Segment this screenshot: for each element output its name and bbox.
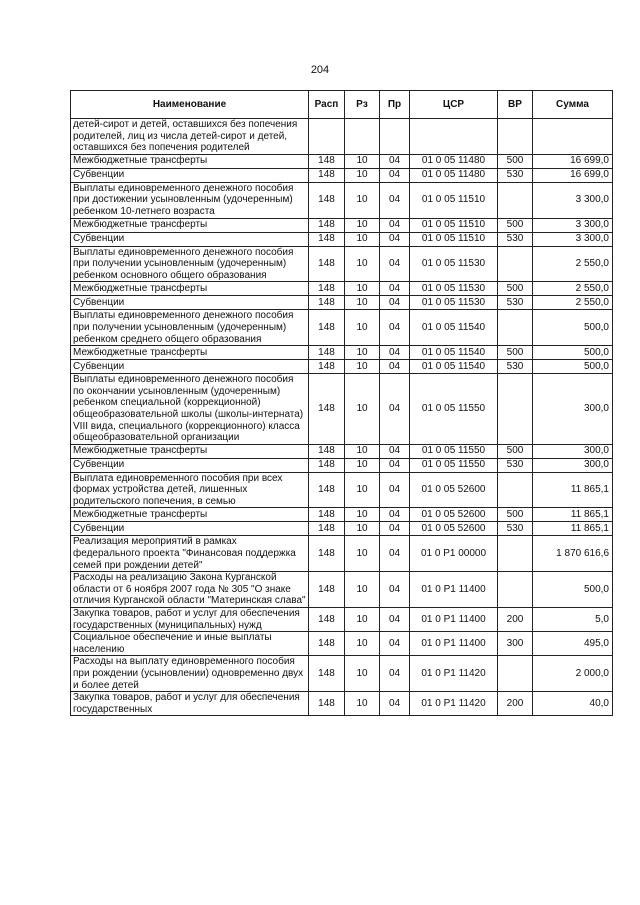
cell-vr [498,374,533,445]
cell-pr [380,119,410,155]
cell-csr: 01 0 05 11510 [410,218,498,232]
cell-csr: 01 0 05 11510 [410,232,498,246]
cell-rasp: 148 [309,608,345,632]
cell-vr [498,536,533,572]
cell-vr [498,246,533,282]
cell-pr: 04 [380,360,410,374]
cell-name: Выплата единовременного пособия при всех формах устройства детей, лишенных родительского попечения, в семью [71,472,309,508]
cell-name: Выплаты единовременного денежного пособия при получении усыновленным (удочеренным) ребенком среднего общего образования [71,310,309,346]
cell-sum: 5,0 [533,608,613,632]
cell-vr [498,310,533,346]
cell-sum: 500,0 [533,346,613,360]
cell-csr: 01 0 P1 00000 [410,536,498,572]
cell-rasp: 148 [309,346,345,360]
table-row [71,360,613,374]
cell-rz: 10 [345,282,380,296]
cell-name: Выплаты единовременного денежного пособия при получении усыновленным (удочеренным) ребенком основного общего образования [71,246,309,282]
cell-rasp: 148 [309,182,345,218]
cell-rasp: 148 [309,572,345,608]
cell-csr: 01 0 05 11530 [410,296,498,310]
cell-rz: 10 [345,232,380,246]
cell-rz: 10 [345,246,380,282]
cell-sum [533,119,613,155]
cell-pr: 04 [380,218,410,232]
cell-sum: 300,0 [533,444,613,458]
cell-name: Реализация мероприятий в рамках федерального проекта "Финансовая поддержка семей при рождении детей" [71,536,309,572]
column-header-rz: Рз [345,91,380,119]
table-row [71,608,613,632]
table-row [71,119,613,155]
cell-name: Межбюджетные трансферты [71,218,309,232]
cell-rz: 10 [345,522,380,536]
cell-name: Межбюджетные трансферты [71,346,309,360]
cell-csr: 01 0 P1 11420 [410,656,498,692]
cell-vr: 200 [498,692,533,716]
cell-csr: 01 0 05 11550 [410,444,498,458]
cell-rasp: 148 [309,310,345,346]
cell-csr: 01 0 05 52600 [410,508,498,522]
cell-rasp: 148 [309,232,345,246]
cell-rasp: 148 [309,632,345,656]
cell-name: Межбюджетные трансферты [71,282,309,296]
cell-name: Закупка товаров, работ и услуг для обеспечения государственных (муниципальных) нужд [71,608,309,632]
cell-name: Субвенции [71,296,309,310]
cell-vr: 530 [498,360,533,374]
cell-vr [498,472,533,508]
budget-table [70,90,613,716]
cell-rasp: 148 [309,168,345,182]
cell-name: Межбюджетные трансферты [71,508,309,522]
cell-sum: 495,0 [533,632,613,656]
cell-rasp: 148 [309,296,345,310]
cell-csr: 01 0 05 11510 [410,182,498,218]
cell-pr: 04 [380,444,410,458]
cell-vr [498,119,533,155]
cell-vr: 530 [498,232,533,246]
cell-pr: 04 [380,536,410,572]
cell-rz: 10 [345,536,380,572]
cell-sum: 11 865,1 [533,508,613,522]
table-row [71,246,613,282]
cell-sum: 11 865,1 [533,522,613,536]
cell-rasp: 148 [309,246,345,282]
cell-sum: 2 550,0 [533,246,613,282]
cell-csr: 01 0 05 11540 [410,360,498,374]
cell-csr: 01 0 05 11540 [410,346,498,360]
cell-sum: 11 865,1 [533,472,613,508]
table-row [71,374,613,445]
cell-sum: 500,0 [533,360,613,374]
cell-pr: 04 [380,182,410,218]
cell-name: Субвенции [71,522,309,536]
cell-csr: 01 0 05 11550 [410,458,498,472]
cell-sum: 16 699,0 [533,168,613,182]
cell-pr: 04 [380,374,410,445]
cell-csr: 01 0 P1 11400 [410,572,498,608]
cell-vr: 500 [498,508,533,522]
cell-sum: 3 300,0 [533,182,613,218]
column-header-sum: Сумма [533,91,613,119]
cell-sum: 1 870 616,6 [533,536,613,572]
cell-sum: 2 000,0 [533,656,613,692]
cell-csr [410,119,498,155]
cell-vr [498,182,533,218]
cell-sum: 300,0 [533,374,613,445]
cell-name: Закупка товаров, работ и услуг для обеспечения государственных [71,692,309,716]
cell-csr: 01 0 05 11540 [410,310,498,346]
cell-csr: 01 0 05 11480 [410,154,498,168]
cell-sum: 500,0 [533,572,613,608]
cell-csr: 01 0 05 11550 [410,374,498,445]
cell-name: детей-сирот и детей, оставшихся без попечения родителей, лиц из числа детей-сирот и детей, оставшихся без попечения родителей [71,119,309,155]
cell-sum: 40,0 [533,692,613,716]
table-body [71,119,613,716]
cell-rz: 10 [345,508,380,522]
cell-name: Выплаты единовременного денежного пособия при достижении усыновленным (удочеренным) ребенком 10-летнего возраста [71,182,309,218]
column-header-csr: ЦСР [410,91,498,119]
cell-rz: 10 [345,168,380,182]
cell-rz [345,119,380,155]
table-header-row [71,91,613,119]
table-row [71,522,613,536]
table-row [71,508,613,522]
cell-sum: 300,0 [533,458,613,472]
cell-rasp: 148 [309,522,345,536]
cell-sum: 500,0 [533,310,613,346]
table-row [71,472,613,508]
cell-pr: 04 [380,632,410,656]
cell-rz: 10 [345,472,380,508]
cell-csr: 01 0 P1 11420 [410,692,498,716]
cell-sum: 3 300,0 [533,218,613,232]
cell-name: Межбюджетные трансферты [71,154,309,168]
cell-rz: 10 [345,458,380,472]
cell-pr: 04 [380,310,410,346]
cell-rz: 10 [345,310,380,346]
cell-sum: 16 699,0 [533,154,613,168]
table-row [71,572,613,608]
cell-pr: 04 [380,296,410,310]
cell-csr: 01 0 05 52600 [410,522,498,536]
cell-rz: 10 [345,360,380,374]
cell-name: Субвенции [71,458,309,472]
table-row [71,282,613,296]
cell-pr: 04 [380,282,410,296]
cell-name: Субвенции [71,168,309,182]
cell-vr: 500 [498,154,533,168]
table-row [71,296,613,310]
column-header-name: Наименование [71,91,309,119]
table-row [71,444,613,458]
cell-rz: 10 [345,572,380,608]
cell-rasp: 148 [309,282,345,296]
cell-rasp: 148 [309,508,345,522]
cell-rz: 10 [345,632,380,656]
cell-vr: 530 [498,458,533,472]
cell-rz: 10 [345,444,380,458]
cell-name: Расходы на выплату единовременного пособия при рождении (усыновлении) одновременно двух и более детей [71,656,309,692]
column-header-vr: ВР [498,91,533,119]
cell-pr: 04 [380,608,410,632]
table-row [71,218,613,232]
cell-csr: 01 0 P1 11400 [410,632,498,656]
cell-rasp: 148 [309,218,345,232]
cell-rasp: 148 [309,360,345,374]
cell-pr: 04 [380,572,410,608]
cell-name: Расходы на реализацию Закона Курганской области от 6 ноября 2007 года № 305 "О знаке отличия Курганской области "Материнская слава" [71,572,309,608]
cell-rasp: 148 [309,692,345,716]
cell-pr: 04 [380,154,410,168]
cell-pr: 04 [380,168,410,182]
cell-pr: 04 [380,346,410,360]
cell-vr: 530 [498,522,533,536]
column-header-pr: Пр [380,91,410,119]
cell-csr: 01 0 05 52600 [410,472,498,508]
cell-vr: 500 [498,444,533,458]
column-header-rasp: Расп [309,91,345,119]
cell-pr: 04 [380,508,410,522]
cell-vr: 530 [498,296,533,310]
table-row [71,346,613,360]
cell-pr: 04 [380,656,410,692]
cell-pr: 04 [380,472,410,508]
table-row [71,182,613,218]
page-number: 204 [310,64,330,76]
cell-csr: 01 0 05 11480 [410,168,498,182]
cell-vr: 300 [498,632,533,656]
table-row [71,692,613,716]
cell-name: Межбюджетные трансферты [71,444,309,458]
cell-vr: 500 [498,282,533,296]
cell-sum: 3 300,0 [533,232,613,246]
cell-rz: 10 [345,154,380,168]
table-row [71,656,613,692]
cell-rasp: 148 [309,472,345,508]
cell-sum: 2 550,0 [533,296,613,310]
cell-name: Выплаты единовременного денежного пособия по окончании усыновленным (удочеренным) ребенком специальной (коррекционной) общеобразовательной школы (школы-интерната) VIII вида, специального (коррекционного) класса общеобразовательной организации [71,374,309,445]
table-row [71,632,613,656]
cell-vr: 530 [498,168,533,182]
cell-pr: 04 [380,522,410,536]
cell-sum: 2 550,0 [533,282,613,296]
cell-rz: 10 [345,182,380,218]
cell-rasp: 148 [309,374,345,445]
cell-rz: 10 [345,218,380,232]
cell-pr: 04 [380,246,410,282]
cell-rz: 10 [345,608,380,632]
cell-rz: 10 [345,296,380,310]
cell-vr: 500 [498,346,533,360]
cell-rasp [309,119,345,155]
cell-pr: 04 [380,692,410,716]
cell-pr: 04 [380,458,410,472]
cell-rasp: 148 [309,458,345,472]
cell-name: Социальное обеспечение и иные выплаты населению [71,632,309,656]
table-row [71,536,613,572]
cell-vr: 200 [498,608,533,632]
table-row [71,310,613,346]
table-row [71,154,613,168]
cell-pr: 04 [380,232,410,246]
cell-rasp: 148 [309,444,345,458]
table-row [71,168,613,182]
cell-vr [498,572,533,608]
cell-vr [498,656,533,692]
table-row [71,458,613,472]
cell-csr: 01 0 05 11530 [410,246,498,282]
cell-csr: 01 0 P1 11400 [410,608,498,632]
cell-rz: 10 [345,656,380,692]
cell-name: Субвенции [71,360,309,374]
cell-rz: 10 [345,692,380,716]
table-row [71,232,613,246]
cell-rasp: 148 [309,154,345,168]
cell-rasp: 148 [309,656,345,692]
cell-csr: 01 0 05 11530 [410,282,498,296]
cell-rz: 10 [345,374,380,445]
cell-rz: 10 [345,346,380,360]
cell-rasp: 148 [309,536,345,572]
cell-vr: 500 [498,218,533,232]
cell-name: Субвенции [71,232,309,246]
